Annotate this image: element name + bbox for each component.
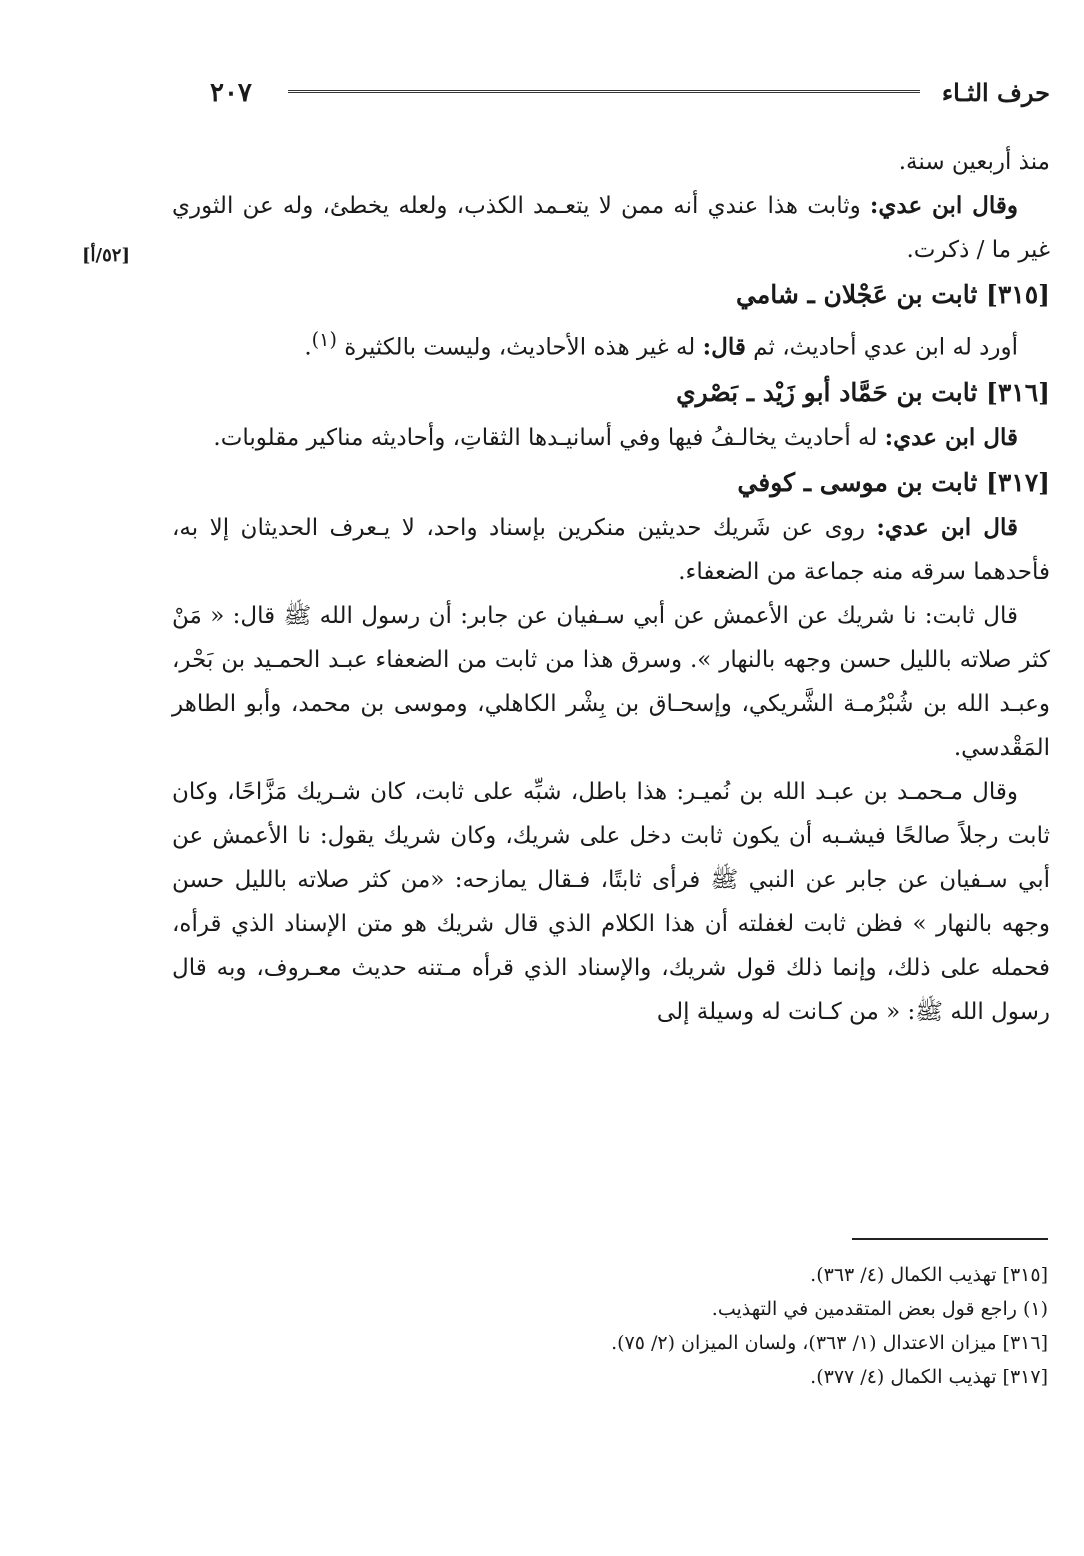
paragraph [172, 184, 1050, 272]
paragraph: منذ أربعين سنة. [898, 149, 1050, 175]
paragraph-text: له أحاديث يخالـفُ فيها وفي أسانيـدها الثقاتِ، وأحاديثه مناكير مقلوبات. [213, 424, 885, 451]
paragraph: قال ثابت: نا شريك عن الأعمش عن أبي سـفيان عن جابر: أن رسول الله ﷺ قال: « مَنْ كثر صلاته بالليل حسن وجهه بالنهار ». وسرق هذا من ثابت من الضعفاء عبـد الحمـيد بن بَحْر، وعبـد الله بن شُبْرُمـة الشَّريكي، وإسحـاق بن بِشْر الكاهلي، وموسى بن محمد، وأبو الطاهر المَقْدسي. [172, 602, 1050, 761]
paragraph-text: وثابت هذا عندي أنه ممن لا يتعـمد الكذب، ولعله يخطئ، وله عن الثوري غير ما / ذكرت. [172, 193, 1050, 263]
page-number: ٢٠٧ [210, 78, 252, 108]
speaker-label: قال ابن عدي: [884, 423, 1018, 451]
footnote: [٣١٥] تهذيب الكمال (٤/ ٣٦٣). [810, 1264, 1048, 1286]
main-text [172, 140, 1050, 1034]
footnote: (١) راجع قول بعض المتقدمين في التهذيب. [711, 1298, 1048, 1320]
paragraph [172, 506, 1050, 594]
footnote: [٣١٧] تهذيب الكمال (٤/ ٣٧٧). [810, 1366, 1048, 1388]
page-header [200, 78, 1050, 114]
paragraph-text: أورد له ابن عدي أحاديث، ثم [745, 334, 1018, 361]
margin-reference: [٥٢/أ] [82, 245, 130, 266]
entry-heading-317: [٣١٧] ثابت بن موسى ـ كوفي [737, 467, 1050, 497]
paragraph-text: له غير هذه الأحاديث، وليست بالكثيرة [336, 334, 703, 361]
paragraph-text: روى عن شَريك حديثين منكرين بإسناد واحد، لا يـعرف الحديثان إلا به، فأحدهما سرقه منه جماعة من الضعفاء. [172, 514, 1050, 585]
paragraph [172, 318, 1050, 370]
entry-heading-316: [٣١٦] ثابت بن حَمَّاد أبو زَيْد ـ بَصْري [676, 377, 1050, 407]
entry-heading-315: [٣١٥] ثابت بن عَجْلان ـ شامي [735, 280, 1050, 309]
footnote-separator [852, 1238, 1048, 1240]
speaker-label: وقال ابن عدي: [869, 192, 1018, 219]
footnote-marker: (١) [311, 328, 337, 351]
paragraph: وقال مـحمـد بن عبـد الله بن نُميـر: هذا باطل، شبِّه على ثابت، كان شـريك مَزَّاحًا، وكان ثابت رجلاً صالحًا فيشـبه أن يكون ثابت دخل على شريك، وكان شريك يقول: نا الأعمش عن أبي سـفيان عن جابر عن النبي ﷺ فرأى ثابتًا، فـقال يمازحه: «من كثر صلاته بالليل حسن وجهه بالنهار » فظن ثابت لغفلته أن هذا الكلام الذي قال شريك هو متن الإسناد الذي قرأه، فحمله على ذلك، وإنما ذلك قول شريك، والإسناد الذي قرأه مـتنه حديث معـروف، وبه قال رسول الله ﷺ: « من كـانت له وسيلة إلى [172, 778, 1050, 1025]
running-title: حرف الثـاء [941, 78, 1050, 107]
speaker-label: قال ابن عدي: [876, 513, 1018, 541]
footnote: [٣١٦] ميزان الاعتدال (١/ ٣٦٣)، ولسان الميزان (٢/ ٧٥). [611, 1332, 1048, 1354]
paragraph-text: . [304, 334, 312, 361]
paragraph [172, 416, 1050, 460]
speaker-label: قال: [702, 333, 746, 361]
header-rule [288, 90, 920, 93]
footnotes [148, 1258, 1048, 1394]
